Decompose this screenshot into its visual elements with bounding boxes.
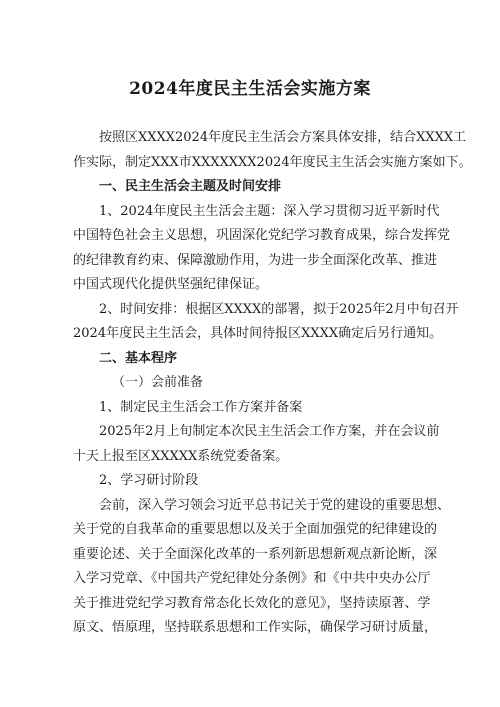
text-line: 会前，深入学习领会习近平总书记关于党的建设的重要思想、 — [99, 497, 451, 513]
text-line: 的纪律教育约束、保障激励作用，为进一步全面深化改革、推进 — [73, 252, 438, 268]
document-title: 2024年度民主生活会实施方案 — [129, 79, 371, 99]
text-line: 中国特色社会主义思想，巩固深化党纪学习教育成果，综合发挥党 — [73, 228, 451, 243]
text-line: 2、学习研讨阶段 — [99, 473, 199, 488]
text-line: （一）会前准备 — [112, 375, 204, 390]
text-line: 入学习党章、《中国共产党纪律处分条例》和《中共中央办公厅 — [73, 571, 431, 586]
section-heading: 一、民主生活会主题及时间安排 — [99, 179, 282, 194]
text-line: 2025年2月上旬制定本次民主生活会工作方案，并在会议前 — [99, 424, 440, 439]
text-line: 关于党的自我革命的重要思想以及关于全面加强党的纪律建设的 — [73, 522, 438, 537]
text-line: 中国式现代化提供坚强纪律保证。 — [73, 277, 269, 292]
text-line: 作实际，制定XXX市XXXXXXX2024年度民主生活会实施方案如下。 — [73, 154, 472, 170]
text-line: 原文、悟原理，坚持联系思想和工作实际，确保学习研讨质量， — [73, 620, 438, 635]
text-line: 关于推进党纪学习教育常态化长效化的意见》，坚持读原著、学 — [73, 595, 431, 611]
text-line: 重要论述、关于全面深化改革的一系列新思想新观点新论断，深 — [73, 546, 438, 562]
text-line: 2、时间安排：根据区XXXX的部署，拟于2025年2月中旬召开 — [99, 301, 459, 317]
text-line: 2024年度民主生活会，具体时间待报区XXXX确定后另行通知。 — [73, 326, 443, 341]
text-line: 按照区XXXX2024年度民主生活会方案具体安排，结合XXXX工 — [99, 130, 467, 145]
text-line: 1、2024年度民主生活会主题：深入学习贯彻习近平新时代 — [99, 203, 440, 219]
document-body — [73, 126, 472, 641]
text-line: 1、制定民主生活会工作方案并备案 — [99, 399, 303, 415]
section-heading: 二、基本程序 — [99, 350, 178, 366]
text-line: 十天上报至区XXXXX系统党委备案。 — [73, 448, 289, 464]
